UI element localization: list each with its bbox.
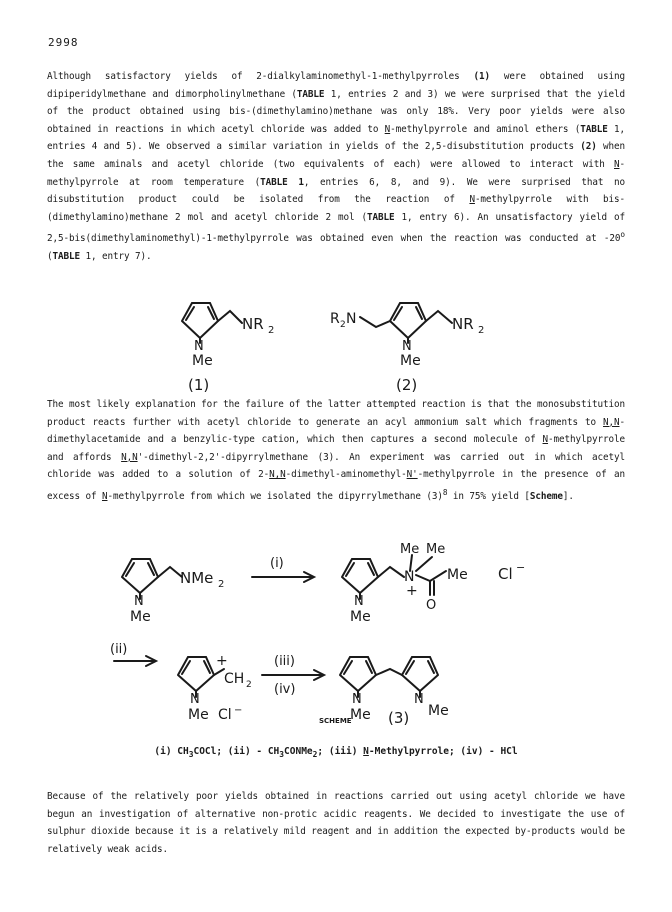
table-ref: TABLE: [580, 123, 608, 135]
caption-run: COCl; (ii) - CH: [193, 746, 280, 757]
n-prefix: N: [542, 434, 549, 446]
ch2-group: CH: [224, 671, 245, 687]
compound-ref: (2): [580, 141, 597, 153]
plus-charge: +: [216, 653, 228, 669]
subscript: 2: [246, 680, 252, 690]
n-atom: N: [354, 594, 364, 609]
n-prefix: N,N: [603, 416, 620, 428]
text-run: , entries 6, 8, and 9). We were surprised that no disubstitution product could be isolated from the reaction of: [47, 176, 626, 206]
n-atom: N: [346, 311, 357, 327]
n-prefix: N: [101, 491, 108, 503]
n-atom: N: [190, 692, 200, 707]
text-run: Although satisfactory yields of 2-dialkylaminomethyl-1-methylpyrroles: [47, 71, 474, 82]
subscript: 2: [478, 325, 485, 336]
footnote-ref: 8: [442, 487, 448, 497]
methyl-label: Me: [400, 542, 420, 557]
step-label: (ii): [110, 642, 128, 657]
scheme-label: SCHEME: [319, 717, 352, 725]
n-prefix: N: [469, 194, 475, 206]
methyl-label: Me: [350, 707, 371, 723]
text-run: '-dimethyl-2,2'-dipyrrylmethane (3). An experiment was carried out in which acetyl chloride was added to a solution of 2-: [47, 451, 625, 481]
table-ref: TABLE: [260, 176, 288, 188]
paragraph-3: [47, 788, 625, 858]
text-run: 1, entries 4 and 5). We observed a similar variation in yields of the 2,5-disubstitution products: [47, 123, 625, 153]
structure-1: [170, 293, 290, 397]
n-prefix: N,N: [269, 469, 286, 481]
step-label: (i): [270, 556, 284, 571]
n-atom: N: [134, 594, 144, 609]
compound-ref: (1): [473, 71, 491, 82]
text-run: -dimethyl-aminomethyl-: [285, 469, 407, 481]
r-group: R: [330, 311, 340, 327]
scheme-caption: [0, 746, 672, 759]
text-run: in 75% yield [: [447, 491, 530, 503]
structure-2: [330, 293, 530, 397]
scheme-row-1-drawing: [110, 535, 580, 635]
text-run: 1, entries 2 and 3) we were surprised that the yield of the product obtained using bis-(dimethylamino)methane was only 18%. Very poor yields were also obtained in reactions in which acetyl chloride was added to: [47, 88, 626, 135]
caption-run: ; (iii): [317, 746, 364, 757]
methyl-label: Me: [426, 542, 446, 557]
n-atom: N: [194, 339, 204, 354]
methyl-label: Me: [400, 353, 421, 369]
text-run: 1, entry 6). An unsatisfactory yield of 2,5-bis(dimethylaminomethyl)-1-methylpyrrole was obtained even when the reaction was conducted at -20: [47, 211, 626, 245]
n-prefix: N: [614, 158, 620, 170]
page-number: 2998: [48, 36, 79, 49]
chloride-label: Cl: [218, 707, 232, 723]
text-run: The most likely explanation for the failure of the latter attempted reaction is that the monosubstitution product reacts further with acetyl chloride to generate an acyl ammonium salt which fragments to: [47, 399, 625, 428]
n-prefix: N: [384, 123, 391, 135]
subscript: 2: [268, 325, 275, 336]
minus-charge: −: [234, 705, 243, 716]
caption-run: (i) CH: [154, 746, 189, 757]
n-atom: N: [352, 692, 362, 707]
compound-label-3: (3): [388, 709, 410, 727]
structure-1-drawing: [170, 293, 290, 393]
methyl-label: Me: [428, 703, 449, 719]
caption-run: CONMe: [284, 746, 313, 757]
text-run: (: [47, 251, 53, 263]
text-run: -methylpyrrole and aminol ethers (: [390, 123, 581, 135]
o-atom: O: [426, 598, 437, 613]
text-run: -dimethylacetamide and a benzylic-type cation, which then captures a second molecule of: [47, 416, 625, 446]
text-run: when the same aminals and acetyl chloride (two equivalents of each) were allowed to interact with: [47, 141, 625, 170]
text-run: -methylpyrrole with bis-(dimethylamino)methane 2 mol and acetyl chloride 2 mol (: [47, 194, 626, 223]
table-ref: TABLE: [367, 211, 395, 223]
text-run: -methylpyrrole from which we isolated the dipyrrylmethane (3): [107, 491, 443, 503]
n-prefix: N': [406, 469, 418, 481]
text-run: 1, entry 7).: [80, 251, 152, 263]
text-run: -methylpyrrole in the presence of an excess of: [47, 469, 625, 503]
table-ref: TABLE: [296, 88, 325, 100]
subscript: 2: [340, 320, 346, 330]
methyl-label: Me: [188, 707, 209, 723]
n-atom: N: [402, 339, 412, 354]
text-run: -methylpyrrole and affords: [47, 434, 625, 463]
nr-group: NR: [242, 315, 264, 333]
n-atom: N: [414, 692, 424, 707]
structure-2-drawing: [330, 293, 530, 393]
compound-label-1: (1): [188, 376, 210, 394]
nme2-group: NMe: [180, 569, 214, 587]
methyl-label: Me: [447, 567, 468, 583]
subscript: 2: [312, 749, 318, 759]
nr-group: NR: [452, 315, 474, 333]
methyl-label: Me: [192, 353, 213, 369]
subscript: 3: [279, 749, 285, 759]
chloride-label: Cl: [498, 565, 513, 583]
table-number: 1: [287, 176, 304, 188]
n-prefix: N,N: [121, 451, 138, 463]
n-prefix: N: [363, 746, 369, 757]
caption-run: -Methylpyrrole; (iv) - HCl: [368, 746, 518, 757]
step-label: (iv): [274, 682, 296, 697]
subscript: 2: [218, 579, 225, 590]
minus-charge: −: [516, 561, 526, 574]
table-ref: TABLE: [52, 251, 80, 263]
text-run: -methylpyrrole at room temperature (: [47, 158, 625, 188]
subscript: 3: [188, 749, 194, 759]
paragraph-2: [47, 396, 625, 506]
degree-sign: o: [620, 230, 625, 240]
text-run: Because of the relatively poor yields obtained in reactions carried out using acetyl chloride we have begun an investigation of alternative non-protic acidic reagents. We decided to investigate the use of sulphur dioxide because it is a relatively mild reagent and in addition the expected by-products would be relatively weak acids.: [47, 791, 625, 855]
text-run: ].: [562, 491, 574, 503]
scheme-ref: Scheme: [529, 491, 563, 503]
scheme-row-1: [110, 535, 580, 639]
text-run: were obtained using dipiperidylmethane and dimorpholinylmethane (: [47, 71, 625, 100]
n-atom: N: [404, 569, 415, 585]
methyl-label: Me: [130, 609, 151, 625]
step-label: (iii): [274, 654, 295, 669]
paragraph-1: [47, 68, 625, 266]
plus-charge: +: [406, 583, 418, 599]
methyl-label: Me: [350, 609, 371, 625]
compound-label-2: (2): [396, 376, 418, 394]
